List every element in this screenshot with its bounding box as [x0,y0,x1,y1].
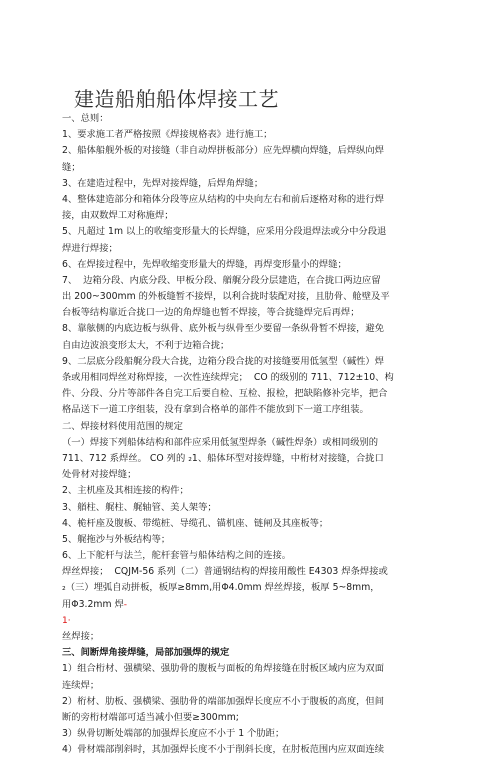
text-line: 1、要求施工者严格按照《焊接规格表》进行施工； [62,129,273,141]
text-line: 格品送下一道工序组装，没有拿到合格单的部件不能放到下一道工序组装。 [62,404,369,416]
text-span: 用Φ3.2mm 焊 [62,598,124,610]
text-line: 丝焊接； [62,631,100,642]
text-line: 出 200~300mm 的外板缝暂不接焊，以利合拢时装配对接，且肋骨、舱壁及平 [62,291,390,303]
text-line: 4）骨材端部削斜时，其加强焊长度不小于削斜长度，在肘板范围内应双面连续 [62,744,385,756]
text-line: 一、总则： [62,113,109,124]
red-mark: 1· [62,615,71,626]
text-line: 条或用相同焊丝对称焊接，一次性连续焊完； CO 的级别的 711、712±10、构 [62,372,394,383]
text-line: 6、在焊接过程中，先焊收缩变形量大的焊缝，再焊变形量小的焊缝； [62,258,347,270]
text-line: 处骨材对接焊缝； [62,469,137,481]
text-line [62,613,436,629]
text-line: 2、船体船舰外板的对接缝（非自动焊拼板部分）应先焊横向焊缝，后焊纵向焊 [62,145,385,157]
section-heading: 三、间断焊角接焊缝，局部加强焊的规定 [62,647,230,659]
document-body [62,111,436,759]
text-line: 2）桁材、肋板、强横梁、强肋骨的端部加强焊长度应不小于腹板的高度，但间 [62,695,385,707]
text-line: 9、二层底分段船艉分段大合拢，边箱分段合拢的对接缝要用低氢型（碱性）焊 [62,355,385,367]
text-line: 台板等结构靠近合拢口一边的角焊缝也暂不焊接，等合拢缝焊完后再焊； [62,307,360,319]
text-line: （一）焊接下列船体结构和部件应采用低氢型焊条（碱性焊条）或相同级别的 [62,436,379,448]
text-line: 7、 边箱分段、内底分段、甲板分段、艏艉分段分层建造，在合拢口两边应留 [62,274,381,286]
text-line: 缝； [62,161,81,173]
text-line: 3、在建造过程中，先焊对接焊缝，后焊角焊缝； [62,177,264,189]
text-line: 焊丝焊接； CQJM-56 系列（二）普通钢结构的焊接用酸性 E4303 焊条焊接或 [62,566,388,578]
text-line: 711、712 系焊丝。 CO 列的 ₂1、船体环型对接焊缝，中桁材对接缝，合拢口 [62,452,384,464]
red-mark: - [123,599,128,610]
text-line [62,597,436,613]
text-line: 6、上下舵杆与法兰，舵杆套管与船体结构之间的连接。 [62,550,292,562]
text-line: 件、分段、分片等部件各自完工后要自检、互检、报检，把缺陷修补完毕，把合 [62,388,388,400]
text-line: 断的旁桁材端部可适当减小但要≥300mm; [62,711,239,723]
text-line: 接，由双数焊工对称施焊； [62,210,174,222]
text-line: 焊进行焊接； [62,242,118,254]
document-title: 建造船舶船体焊接工艺 [74,87,279,111]
text-line: 自由边波浪变形太大，不利于边箱合拢； [62,339,230,351]
text-line: 2、主机座及其相连接的构件； [62,485,189,497]
section-heading: 二、焊接材料使用范围的规定 [62,420,183,432]
text-line: 8、靠舷侧的内底边板与纵骨、底外板与纵骨至少要留一条纵骨暂不焊接，避免 [62,323,385,335]
text-line: 1）组合桁材、强横梁、强肋骨的腹板与面板的角焊接缝在肘板区域内应为双面 [62,663,385,675]
text-line: 3、艏柱、艉柱、艉轴管、美人架等； [62,501,217,513]
text-line: ₂（三）埋弧自动拼板，板厚≥8mm,用Φ4.0mm 焊丝焊接，板厚 5~8mm， [62,582,380,594]
text-line: 4、桅杆座及腹板、带缆桩、导缆孔、锚机座、链闸及其座板等； [62,517,329,529]
text-line: 5、艉拖沙与外板结构等； [62,533,171,545]
text-line: 连续焊； [62,679,100,691]
text-line: 5、凡超过 1m 以上的收缩变形量大的长焊缝，应采用分段退焊法或分中分段退 [62,226,387,238]
text-line: 3）纵骨切断处端部的加强焊长度应不小于 1 个肋距； [62,728,285,740]
text-line: 4、整体建造部分和箱体分段等应从结构的中央向左右和前后逐格对称的进行焊 [62,193,385,205]
